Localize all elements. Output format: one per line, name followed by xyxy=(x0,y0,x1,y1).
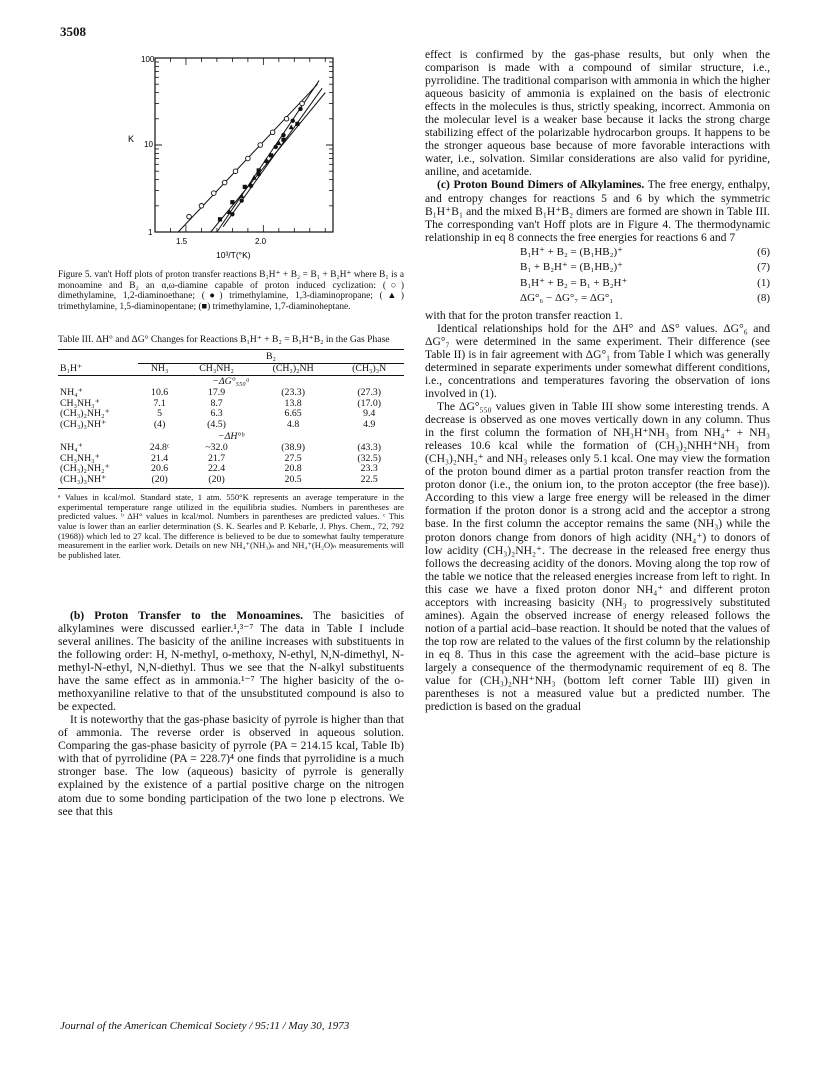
data-point-open-circle xyxy=(212,191,217,196)
col-header: (CH₃)₂NH xyxy=(272,363,314,375)
table-footnotes: ᵃ Values in kcal/mol. Standard state, 1 atm. 550°K represents an average temperature in the experimental temperature range utilized in the equilibria studies. Numbers in parentheses are predicted values. ᵇ ΔH° values in kcal/mol. Numbers in parentheses are predicted values. ᶜ This value is lower than an earlier determination (S. K. Searles and P. Kebarle, J. Phys. Chem., 72, 792 (1968)) which led to 27 kcal. The difference is believed to be due to somewhat faulty temperature measurement in the earlier work. Details on new NH₄⁺(NH₃)ₙ and NH₄⁺(H₂O)ₙ measurements will be published later. xyxy=(58,491,404,561)
equation-7: B₁ + B₂H⁺ = (B₁HB₂)⁺ (7) xyxy=(520,261,770,274)
plot-frame xyxy=(155,58,333,232)
data-point-square xyxy=(243,185,247,189)
data-point-open-circle xyxy=(233,169,238,174)
section-label-dg: −ΔG°₅₅₀ᵃ xyxy=(212,375,250,387)
data-point-triangle xyxy=(239,193,244,198)
table-row: (CH₃)₂NH₂⁺ 20.6 22.4 20.8 23.3 xyxy=(60,463,378,475)
data-point-filled-circle xyxy=(257,172,261,176)
page-number: 3508 xyxy=(60,24,86,39)
paragraph: The basicities of alkylamines were discussed earlier.¹,³⁻⁷ The data in Table I include several anilines. The basicity of the aniline increases with substituents in the following order: H, N-methyl, o-methoxy, N-ethyl, N,N-dimethyl, N-methyl-N-ethyl, N,N-diethyl. Thus we see that the N-alkyl substituents have the same effect as in ammonia.¹⁻⁷ The higher basicity of the o-methoxyaniline relative to that of the unsubstituted compound is also to be expected. xyxy=(58,608,404,714)
x-axis-label: 10³/T(°K) xyxy=(216,250,251,260)
data-point-filled-circle xyxy=(274,145,278,149)
figure-5 xyxy=(58,48,404,266)
data-point-open-circle xyxy=(300,101,305,106)
equation-6: B₁H⁺ + B₂ = (B₁HB₂)⁺ (6) xyxy=(520,245,770,258)
data-point-open-circle xyxy=(222,180,227,185)
data-point-square xyxy=(230,200,234,204)
section-label-dh: −ΔH°ᵇ xyxy=(218,430,244,442)
table-row: CH₃NH₃⁺ 7.1 8.7 13.8 (17.0) xyxy=(60,397,382,409)
data-point-open-circle xyxy=(187,214,192,219)
table-row: NH₄⁺ 10.6 17.9 (23.3) (27.3) xyxy=(60,386,382,398)
left-body-text xyxy=(58,609,404,818)
right-column xyxy=(425,48,770,713)
data-point-square xyxy=(281,138,285,142)
data-point-open-circle xyxy=(284,117,289,122)
data-point-open-circle xyxy=(258,143,263,148)
data-point-square xyxy=(295,122,299,126)
table-row: (CH₃)₃NH⁺ (4) (4.5) 4.8 4.9 xyxy=(60,419,376,431)
y-tick-1: 1 xyxy=(148,228,153,237)
paragraph: effect is confirmed by the gas-phase results, but only when the comparison is made with a compound of similar structure, i.e., pyrrolidine. The traditional comparison with ammonia in which the higher aqueous basicity of ammonia is explained on the basis of electronic effects in the molecules is thus, strictly speaking, incorrect. Ammonia on the molecular level is a weaker base because it lacks the strong charge stabilizing effect of the polarizable hydrocarbon groups. It happens to be the stronger aqueous base because of more favorable interactions with water, i.e., solvation. Similar considerations are also valid for pyridine, aniline, and acetamide. xyxy=(425,48,770,179)
data-point-open-circle xyxy=(199,204,204,209)
data-point-square xyxy=(257,168,261,172)
data-point-square xyxy=(269,153,273,157)
data-point-filled-circle xyxy=(239,198,243,202)
data-point-open-circle xyxy=(270,130,275,135)
y-axis-label: K xyxy=(128,134,135,144)
col-header: NH₃ xyxy=(150,363,169,375)
paragraph: The ΔG°₅₅₀ values given in Table III show some interesting trends. A decrease is observed as one moves vertically down in any column. Thus in the first column the formation of NH₃H⁺NH₃ from NH₄⁺ + NH₃ releases 10.6 kcal while the formation of (CH₃)₂NHH⁺NH₃ from (CH₃)₂NH₂⁺ and NH₃ releases only 5.1 kcal. One may view the formation of the proton bound dimer as a partial proton transfer reaction from the proton donor (i.e., the onium ion, to the proton acceptor (the free base)). According to this view a large free energy will be released in the dimer formation if the proton donor is a strong acid and the acceptor a strong base. In the first column the acceptor remains the same (NH₃) while the proton donors change from donors of high acidity (NH₄⁺) to donors of low acidity (CH₃)₂NH₂⁺. The decrease in the released free energy thus follows the decreasing acidity of the donors. Moving along the top row of the table we notice that the released energies increase from left to right. In this case we have a fixed proton donor NH₄⁺ and different proton acceptors with increasing basicity (NH₃ to progressively substituted amines). Again the observed increase of energy released follows the notion of a partial acid–base reaction. It should be noted that the values of the top row are related to the values of the first column by the relationship in eq 8. Thus in this case the agreement with the acid–base picture is largely a consequence of the thermodynamic requirement of eq 8. The value for (CH₃)₂NH⁺NH₃ (bottom left corner Table III) given in parentheses is not a measured value but a predicted number. The prediction is based on the gradual xyxy=(425,400,770,714)
b2-header: B₂ xyxy=(266,351,276,363)
data-point-filled-circle xyxy=(281,133,285,137)
paragraph: It is noteworthy that the gas-phase basicity of pyrrole is higher than that of ammonia. The reverse order is observed in aqueous solution. Comparing the gas-phase basicity of pyrrole (PA = 214.15 kcal, Table Ib) with that of pyrrolidine (PA = 228.7)⁴ one finds that pyrrolidine is a much stronger base. The low (aqueous) basicity of pyrrole is generally explained by the existence of a partial positive charge on the nitrogen atom due to some bonding participation of the two lone p electrons. We see that this xyxy=(58,713,404,818)
section-heading-c: (c) Proton Bound Dimers of Alkylamines. xyxy=(437,178,645,192)
data-point-open-circle xyxy=(246,156,251,161)
data-point-square xyxy=(218,217,222,221)
paragraph: with that for the proton transfer reaction 1. xyxy=(425,308,623,322)
x-tick-2-0: 2.0 xyxy=(255,237,267,246)
data-point-filled-circle xyxy=(298,107,302,111)
journal-footer: Journal of the American Chemical Society / 95:11 / May 30, 1973 xyxy=(60,1020,350,1032)
col-header: CH₃NH₂ xyxy=(199,363,234,375)
equation-8: ΔG°₆ − ΔG°₇ = ΔG°₁ (8) xyxy=(520,292,770,305)
col-header: B₁H⁺ xyxy=(60,362,83,374)
vant-hoff-plot xyxy=(58,48,404,266)
data-point-filled-circle xyxy=(291,119,295,123)
figure-caption: Figure 5. van't Hoff plots of proton transfer reactions B₁H⁺ + B₂ = B₁ + B₂H⁺ where B₁ is a monoamine and B₂ an α,ω-diamine capable of proton induced cyclization: (○) dimethylamine, 1,2-diaminoethane; (●) trimethylamine, 1,3-diaminopropane; (▲) trimethylamine, 1,5-diaminopentane; (■) trimethylamine, 1,7-diaminoheptane. xyxy=(58,270,404,312)
y-tick-10: 10 xyxy=(144,140,153,149)
paragraph: The free energy, enthalpy, and entropy changes for reactions 5 and 6 by which the symmetric B₁H⁺B₁ and the mixed B₁H⁺B₂ dimers are formed are shown in Table III. The corresponding van't Hoff plots are in Figure 4. The thermodynamic relationship in eq 8 connects the free energies for reactions 6 and 7 xyxy=(425,178,770,244)
equation-1: B₁H⁺ + B₂ = B₁ + B₂H⁺ (1) xyxy=(520,276,770,289)
x-tick-1-5: 1.5 xyxy=(176,237,188,246)
y-tick-100: 100 xyxy=(141,55,155,64)
data-point-filled-circle xyxy=(249,184,253,188)
section-heading-b: (b) Proton Transfer to the Monoamines. xyxy=(70,608,303,622)
col-header: (CH₃)₃N xyxy=(352,363,387,375)
table-title: Table III. ΔH° and ΔG° Changes for Reactions B₁H⁺ + B₂ = B₁H⁺B₂ in the Gas Phase xyxy=(58,334,390,346)
table-iii xyxy=(58,349,404,489)
equations xyxy=(425,245,770,307)
table-row: CH₃NH₃⁺ 21.4 21.7 27.5 (32.5) xyxy=(60,452,382,464)
table-row: (CH₃)₃NH⁺ (20) (20) 20.5 22.5 xyxy=(58,475,404,488)
paragraph: Identical relationships hold for the ΔH° and ΔS° values. ΔG°₆ and ΔG°₇ were determined in the same experiment. Their difference (see Table II) is in fair agreement with ΔG°₁ from Table I which was generally determined in separate experiments under somewhat different conditions, i.e., concentrations and temperatures favoring the observation of ions involved in (1). xyxy=(425,321,770,400)
left-column xyxy=(58,48,404,818)
table-row: NH₄⁺ 24.8ᶜ ~32.0 (38.9) (43.3) xyxy=(60,441,382,453)
table-row: (CH₃)₂NH₂⁺ 5 6.3 6.65 9.4 xyxy=(60,408,376,420)
right-body-text xyxy=(425,48,770,713)
